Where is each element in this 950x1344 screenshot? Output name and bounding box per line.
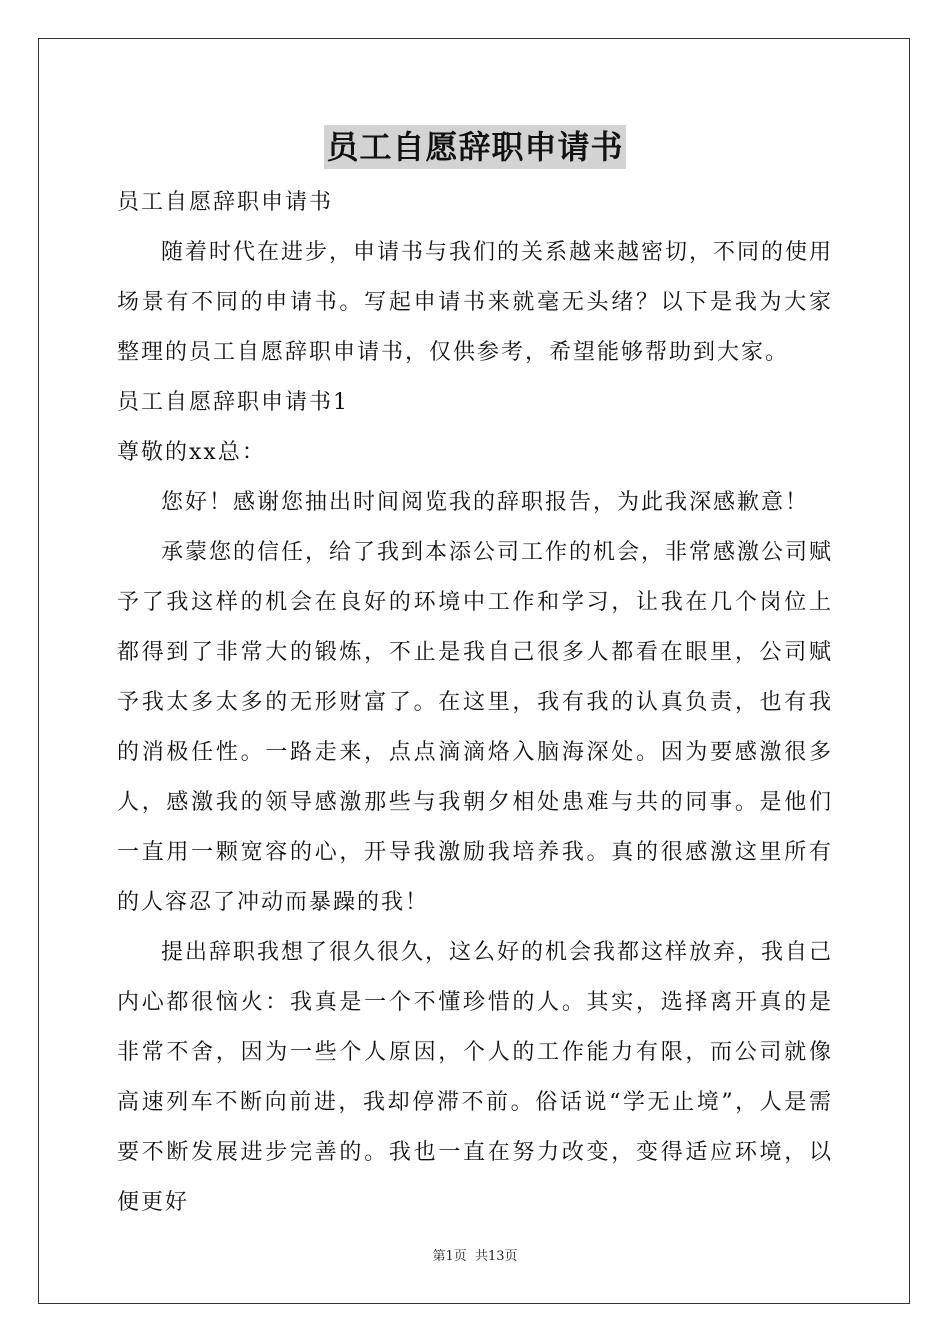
page-total: 共13页 [474, 1249, 518, 1264]
intro-paragraph: 随着时代在进步，申请书与我们的关系越来越密切，不同的使用场景有不同的申请书。写起申请书来就毫无头绪？以下是我为大家整理的员工自愿辞职申请书，仅供参考，希望能够帮助到大家。 [117, 240, 834, 365]
document-subtitle: 员工自愿辞职申请书 [117, 190, 334, 215]
paragraph-greeting: 您好！感谢您抽出时间阅览我的辞职报告，为此我深感歉意！ [161, 490, 810, 515]
page-footer [0, 1245, 950, 1264]
section-heading: 员工自愿辞职申请书1 [117, 390, 349, 415]
title-container [0, 125, 950, 169]
paragraph-resignation: 提出辞职我想了很久很久，这么好的机会我都这样放弃，我自己内心都很恼火：我真是一个不懂珍惜的人。其实，选择离开真的是非常不舍，因为一些个人原因，个人的工作能力有限，而公司就像高速列车不断向前进，我却停滞不前。俗话说“学无止境”，人是需要不断发展进步完善的。我也一直在努力改变，变得适应环境，以便更好 [117, 940, 834, 1215]
page-number: 第1页 [432, 1249, 467, 1264]
paragraph-gratitude: 承蒙您的信任，给了我到本添公司工作的机会，非常感激公司赋予了我这样的机会在良好的环境中工作和学习，让我在几个岗位上都得到了非常大的锻炼，不止是我自己很多人都看在眼里，公司赋予我太多太多的无形财富了。在这里，我有我的认真负责，也有我的消极任性。一路走来，点点滴滴烙入脑海深处。因为要感激很多人，感激我的领导感激那些与我朝夕相处患难与共的同事。是他们一直用一颗宽容的心，开导我激励我培养我。真的很感激这里所有的人容忍了冲动而暴躁的我！ [117, 540, 834, 915]
document-title: 员工自愿辞职申请书 [324, 125, 625, 169]
salutation: 尊敬的xx总： [117, 440, 266, 465]
document-body [117, 178, 833, 1228]
